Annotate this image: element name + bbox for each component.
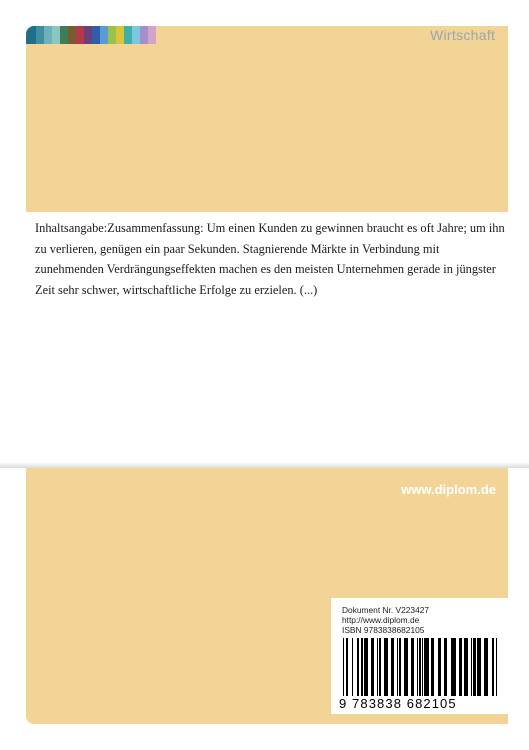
color-stripe	[108, 26, 116, 44]
document-info	[342, 605, 429, 635]
color-stripe	[132, 26, 140, 44]
color-stripe	[100, 26, 108, 44]
abstract-text: Inhaltsangabe:Zusammenfassung: Um einen Kunden zu gewinnen braucht es oft Jahre; um ihn zu verlieren, genügen ein paar Sekunden. Stagnierende Märkte in Verbindung mit zunehmenden Verdrängungseffekten machen es den meisten Unternehmen gerade in jüngster Zeit sehr schwer, wirtschaftliche Erfolge zu erzielen. (...)	[35, 221, 505, 297]
color-stripes	[26, 26, 156, 44]
color-stripe	[76, 26, 84, 44]
cover-bottom-panel	[26, 468, 508, 724]
color-stripe	[36, 26, 44, 44]
barcode-box	[331, 598, 508, 714]
color-stripe	[44, 26, 52, 44]
barcode-bar	[497, 638, 498, 696]
color-stripe	[116, 26, 124, 44]
document-url[interactable]: http://www.diplom.de	[342, 615, 420, 625]
color-stripe	[148, 26, 156, 44]
color-stripe	[52, 26, 60, 44]
color-stripe	[124, 26, 132, 44]
color-stripe	[26, 26, 36, 44]
color-stripe	[68, 26, 76, 44]
color-stripe	[60, 26, 68, 44]
barcode-digits: 9 783838 682105	[339, 696, 457, 711]
category-label: Wirtschaft	[430, 27, 496, 43]
isbn-line: ISBN 9783838682105	[342, 625, 425, 635]
barcode-icon	[343, 638, 498, 696]
color-stripe	[140, 26, 148, 44]
color-stripe	[84, 26, 92, 44]
cover-top-panel	[26, 26, 508, 212]
document-number: Dokument Nr. V223427	[342, 605, 430, 615]
publisher-website[interactable]: www.diplom.de	[401, 482, 496, 497]
color-stripe	[92, 26, 100, 44]
